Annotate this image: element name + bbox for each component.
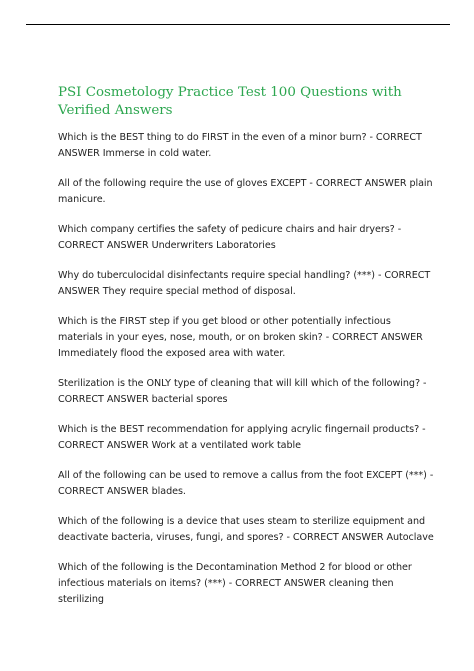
qa-item: All of the following can be used to remove a callus from the foot EXCEPT (***) - CORRECT ANSWER blades. xyxy=(58,470,434,497)
qa-item: Which of the following is the Decontamination Method 2 for blood or other infectious materials on items? (***) - CORRECT ANSWER cleaning then sterilizing xyxy=(58,562,412,605)
qa-item: All of the following require the use of gloves EXCEPT - CORRECT ANSWER plain manicure. xyxy=(58,178,433,205)
top-divider xyxy=(26,24,450,25)
qa-item: Which is the BEST recommendation for applying acrylic fingernail products? - CORRECT ANSWER Work at a ventilated work table xyxy=(58,424,426,451)
qa-item: Which of the following is a device that uses steam to sterilize equipment and deactivate bacteria, viruses, fungi, and spores? - CORRECT ANSWER Autoclave xyxy=(58,516,434,543)
qa-item: Which is the FIRST step if you get blood or other potentially infectious materials in your eyes, nose, mouth, or on broken skin? - CORRECT ANSWER Immediately flood the exposed area with water. xyxy=(58,316,423,359)
qa-item: Which is the BEST thing to do FIRST in the even of a minor burn? - CORRECT ANSWER Immerse in cold water. xyxy=(58,132,422,159)
qa-item: Which company certifies the safety of pedicure chairs and hair dryers? - CORRECT ANSWER Underwriters Laboratories xyxy=(58,224,402,251)
qa-item: Why do tuberculocidal disinfectants require special handling? (***) - CORRECT ANSWER They require special method of disposal. xyxy=(58,270,431,297)
qa-list xyxy=(58,130,434,622)
qa-item: Sterilization is the ONLY type of cleaning that will kill which of the following? - CORRECT ANSWER bacterial spores xyxy=(58,378,427,405)
document-title: PSI Cosmetology Practice Test 100 Questions with Verified Answers xyxy=(58,85,402,118)
